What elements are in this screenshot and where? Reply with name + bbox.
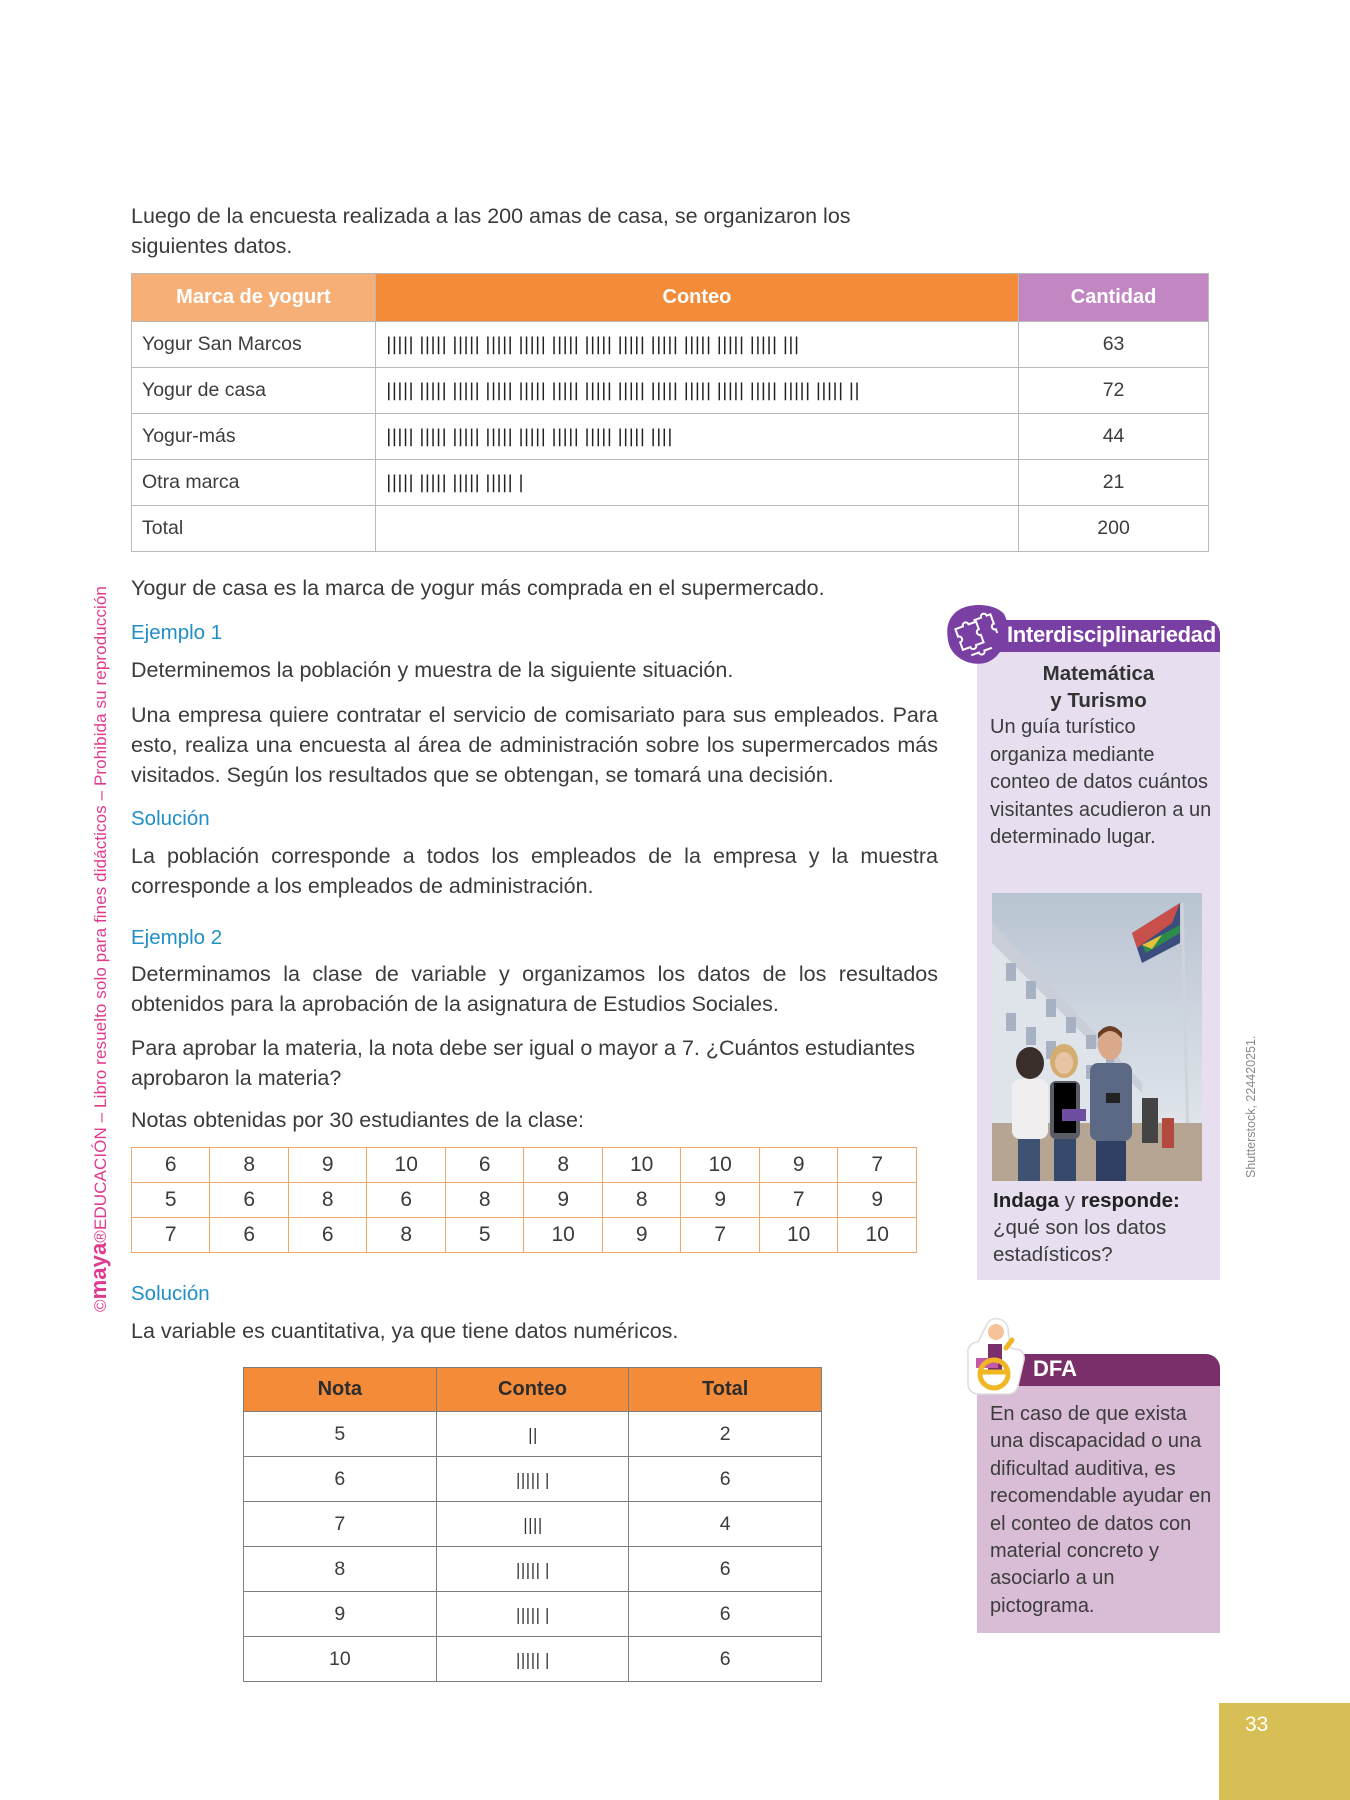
tally-cell: ||||| ||||| ||||| ||||| ||||| ||||| ||||| ||||| ||||| ||||| ||||| ||||| ||| — [375, 322, 1018, 368]
grade-cell: 8 — [288, 1183, 366, 1218]
table-row — [244, 1547, 822, 1592]
research-question — [993, 1187, 1213, 1268]
grade-cell: 9 — [759, 1148, 838, 1183]
total-value: 200 — [1019, 506, 1209, 552]
table-row — [244, 1502, 822, 1547]
quantity-cell: 63 — [1019, 322, 1209, 368]
total-label: Total — [132, 506, 376, 552]
grade-cell: 8 — [445, 1183, 523, 1218]
table-row — [132, 322, 1209, 368]
grade-cell: 6 — [210, 1183, 288, 1218]
grades-row — [132, 1183, 917, 1218]
grade-cell: 6 — [244, 1457, 437, 1502]
title-line-2: y Turismo — [1050, 689, 1147, 712]
copyright-symbol: © — [91, 1299, 110, 1312]
conclusion-text: Yogur de casa es la marca de yogur más comprada en el supermercado. — [131, 576, 825, 600]
dfa-text: En caso de que exista una discapacidad o una dificultad auditiva, es recomendable ayudar en el conteo de datos con material concreto y asociarlo a un pictograma. — [990, 1403, 1212, 1617]
grade-cell: 7 — [681, 1218, 760, 1253]
tally-cell: ||||| | — [436, 1592, 629, 1637]
grade-cell: 6 — [445, 1148, 523, 1183]
grade-cell: 9 — [681, 1183, 760, 1218]
total-cell: 6 — [629, 1547, 822, 1592]
table-row — [244, 1637, 822, 1682]
grade-cell: 10 — [367, 1148, 446, 1183]
grades-row — [132, 1148, 917, 1183]
example1-heading: Ejemplo 1 — [131, 621, 223, 644]
header-grade: Nota — [244, 1368, 437, 1412]
page-number: 33 — [1245, 1713, 1269, 1736]
question-conjunction: y — [1059, 1189, 1081, 1212]
tally-cell: ||||| ||||| ||||| ||||| ||||| ||||| ||||| ||||| ||||| ||||| ||||| ||||| ||||| ||||| || — [375, 368, 1018, 414]
grade-cell: 10 — [524, 1218, 603, 1253]
title-line-1: Matemática — [1042, 662, 1155, 685]
grade-cell: 6 — [210, 1218, 288, 1253]
table-header-row — [244, 1368, 822, 1412]
dfa-label: DFA — [1033, 1356, 1077, 1381]
question-lead-1: Indaga — [993, 1189, 1060, 1212]
table-row — [132, 460, 1209, 506]
grade-cell: 8 — [244, 1547, 437, 1592]
example2-prompt: Determinamos la clase de variable y organizamos los datos de los resultados obtenidos para la aprobación de la asignatura de Estudios Sociales. — [131, 962, 938, 1016]
example1-solution-heading: Solución — [131, 807, 210, 830]
intro-paragraph: Luego de la encuesta realizada a las 200 amas de casa, se organizaron los siguientes datos. — [131, 204, 851, 258]
table-row — [244, 1412, 822, 1457]
total-cell: 6 — [629, 1592, 822, 1637]
example2-solution-heading: Solución — [131, 1282, 210, 1305]
example2-question: Para aprobar la materia, la nota debe ser igual o mayor a 7. ¿Cuántos estudiantes aprobaron la materia? — [131, 1036, 916, 1090]
accessibility-icon — [966, 1318, 1026, 1396]
grade-cell: 9 — [524, 1183, 603, 1218]
brand-cell: Yogur de casa — [132, 368, 376, 414]
grade-cell: 8 — [367, 1218, 446, 1253]
header-brand: Marca de yogurt — [132, 274, 376, 322]
example2-heading: Ejemplo 2 — [131, 926, 223, 949]
brand-cell: Otra marca — [132, 460, 376, 506]
quantity-cell: 21 — [1019, 460, 1209, 506]
quantity-cell: 72 — [1019, 368, 1209, 414]
grade-cell: 10 — [602, 1148, 681, 1183]
header-total: Total — [629, 1368, 822, 1412]
table-row — [132, 414, 1209, 460]
table-row — [244, 1457, 822, 1502]
grade-cell: 5 — [244, 1412, 437, 1457]
grade-cell: 7 — [244, 1502, 437, 1547]
grade-cell: 7 — [759, 1183, 838, 1218]
grade-cell: 5 — [445, 1218, 523, 1253]
grades-label: Notas obtenidas por 30 estudiantes de la clase: — [131, 1108, 584, 1132]
puzzle-icon — [944, 600, 1010, 666]
example1-situation: Una empresa quiere contratar el servicio de comisariato para sus empleados. Para esto, realiza una encuesta al área de administración sobre los supermercados más visitados. Según los resultados que se obtengan, se tomará una decisión. — [131, 703, 938, 787]
grade-cell: 9 — [838, 1183, 917, 1218]
grades-row — [132, 1218, 917, 1253]
tally-cell: ||||| | — [436, 1457, 629, 1502]
grade-cell: 10 — [838, 1218, 917, 1253]
header-tally: Conteo — [436, 1368, 629, 1412]
brand-cell: Yogur-más — [132, 414, 376, 460]
total-cell: 4 — [629, 1502, 822, 1547]
tally-cell: ||||| | — [436, 1637, 629, 1682]
example2-solution: La variable es cuantitativa, ya que tiene datos numéricos. — [131, 1319, 679, 1343]
example1-prompt: Determinemos la población y muestra de la siguiente situación. — [131, 658, 734, 682]
brand-cell: Yogur San Marcos — [132, 322, 376, 368]
grade-cell: 9 — [244, 1592, 437, 1637]
quantity-cell: 44 — [1019, 414, 1209, 460]
grade-cell: 8 — [210, 1148, 288, 1183]
table-row — [244, 1592, 822, 1637]
interdisciplinary-title — [977, 660, 1220, 714]
copyright-notice — [86, 586, 112, 1312]
total-cell: 6 — [629, 1457, 822, 1502]
photo-credit: Shutterstock, 224420251. — [1244, 1035, 1258, 1178]
total-cell: 2 — [629, 1412, 822, 1457]
tally-cell — [375, 506, 1018, 552]
grade-cell: 6 — [288, 1218, 366, 1253]
total-cell: 6 — [629, 1637, 822, 1682]
grade-cell: 8 — [602, 1183, 681, 1218]
tally-cell: ||||| ||||| ||||| ||||| | — [375, 460, 1018, 506]
grades-grid — [131, 1147, 917, 1253]
tally-cell: ||||| ||||| ||||| ||||| ||||| ||||| ||||| ||||| |||| — [375, 414, 1018, 460]
question-lead-2: responde: — [1080, 1189, 1180, 1212]
header-tally: Conteo — [375, 274, 1018, 322]
grade-cell: 10 — [759, 1218, 838, 1253]
table-header-row — [132, 274, 1209, 322]
registered-symbol: ® — [91, 1230, 110, 1243]
interdisciplinary-label: Interdisciplinariedad — [1007, 622, 1216, 647]
table-total-row — [132, 506, 1209, 552]
grade-cell: 9 — [602, 1218, 681, 1253]
brand-logo: maya — [86, 1242, 111, 1300]
grade-cell: 8 — [524, 1148, 603, 1183]
tally-cell: |||| — [436, 1502, 629, 1547]
grade-cell: 6 — [132, 1148, 210, 1183]
grade-cell: 7 — [132, 1218, 210, 1253]
copyright-text: EDUCACIÓN – Libro resuelto solo para fines didácticos – Prohibida su reproducción — [91, 586, 110, 1231]
grade-cell: 10 — [681, 1148, 760, 1183]
question-text: ¿qué son los datos estadísticos? — [993, 1216, 1167, 1266]
grade-cell: 9 — [288, 1148, 366, 1183]
grade-cell: 5 — [132, 1183, 210, 1218]
frequency-table — [243, 1367, 822, 1682]
yogurt-brand-table — [131, 273, 1209, 552]
tally-cell: ||||| | — [436, 1547, 629, 1592]
grade-cell: 10 — [244, 1637, 437, 1682]
header-quantity: Cantidad — [1019, 274, 1209, 322]
tourism-photo — [992, 893, 1202, 1181]
interdisciplinary-text: Un guía turístico organiza mediante conteo de datos cuántos visitantes acudieron a un determinado lugar. — [990, 716, 1212, 848]
grade-cell: 6 — [367, 1183, 446, 1218]
tally-cell: || — [436, 1412, 629, 1457]
grade-cell: 7 — [838, 1148, 917, 1183]
example1-solution: La población corresponde a todos los empleados de la empresa y la muestra corresponde a los empleados de administración. — [131, 844, 938, 898]
page-number-tab — [1219, 1703, 1350, 1800]
table-row — [132, 368, 1209, 414]
